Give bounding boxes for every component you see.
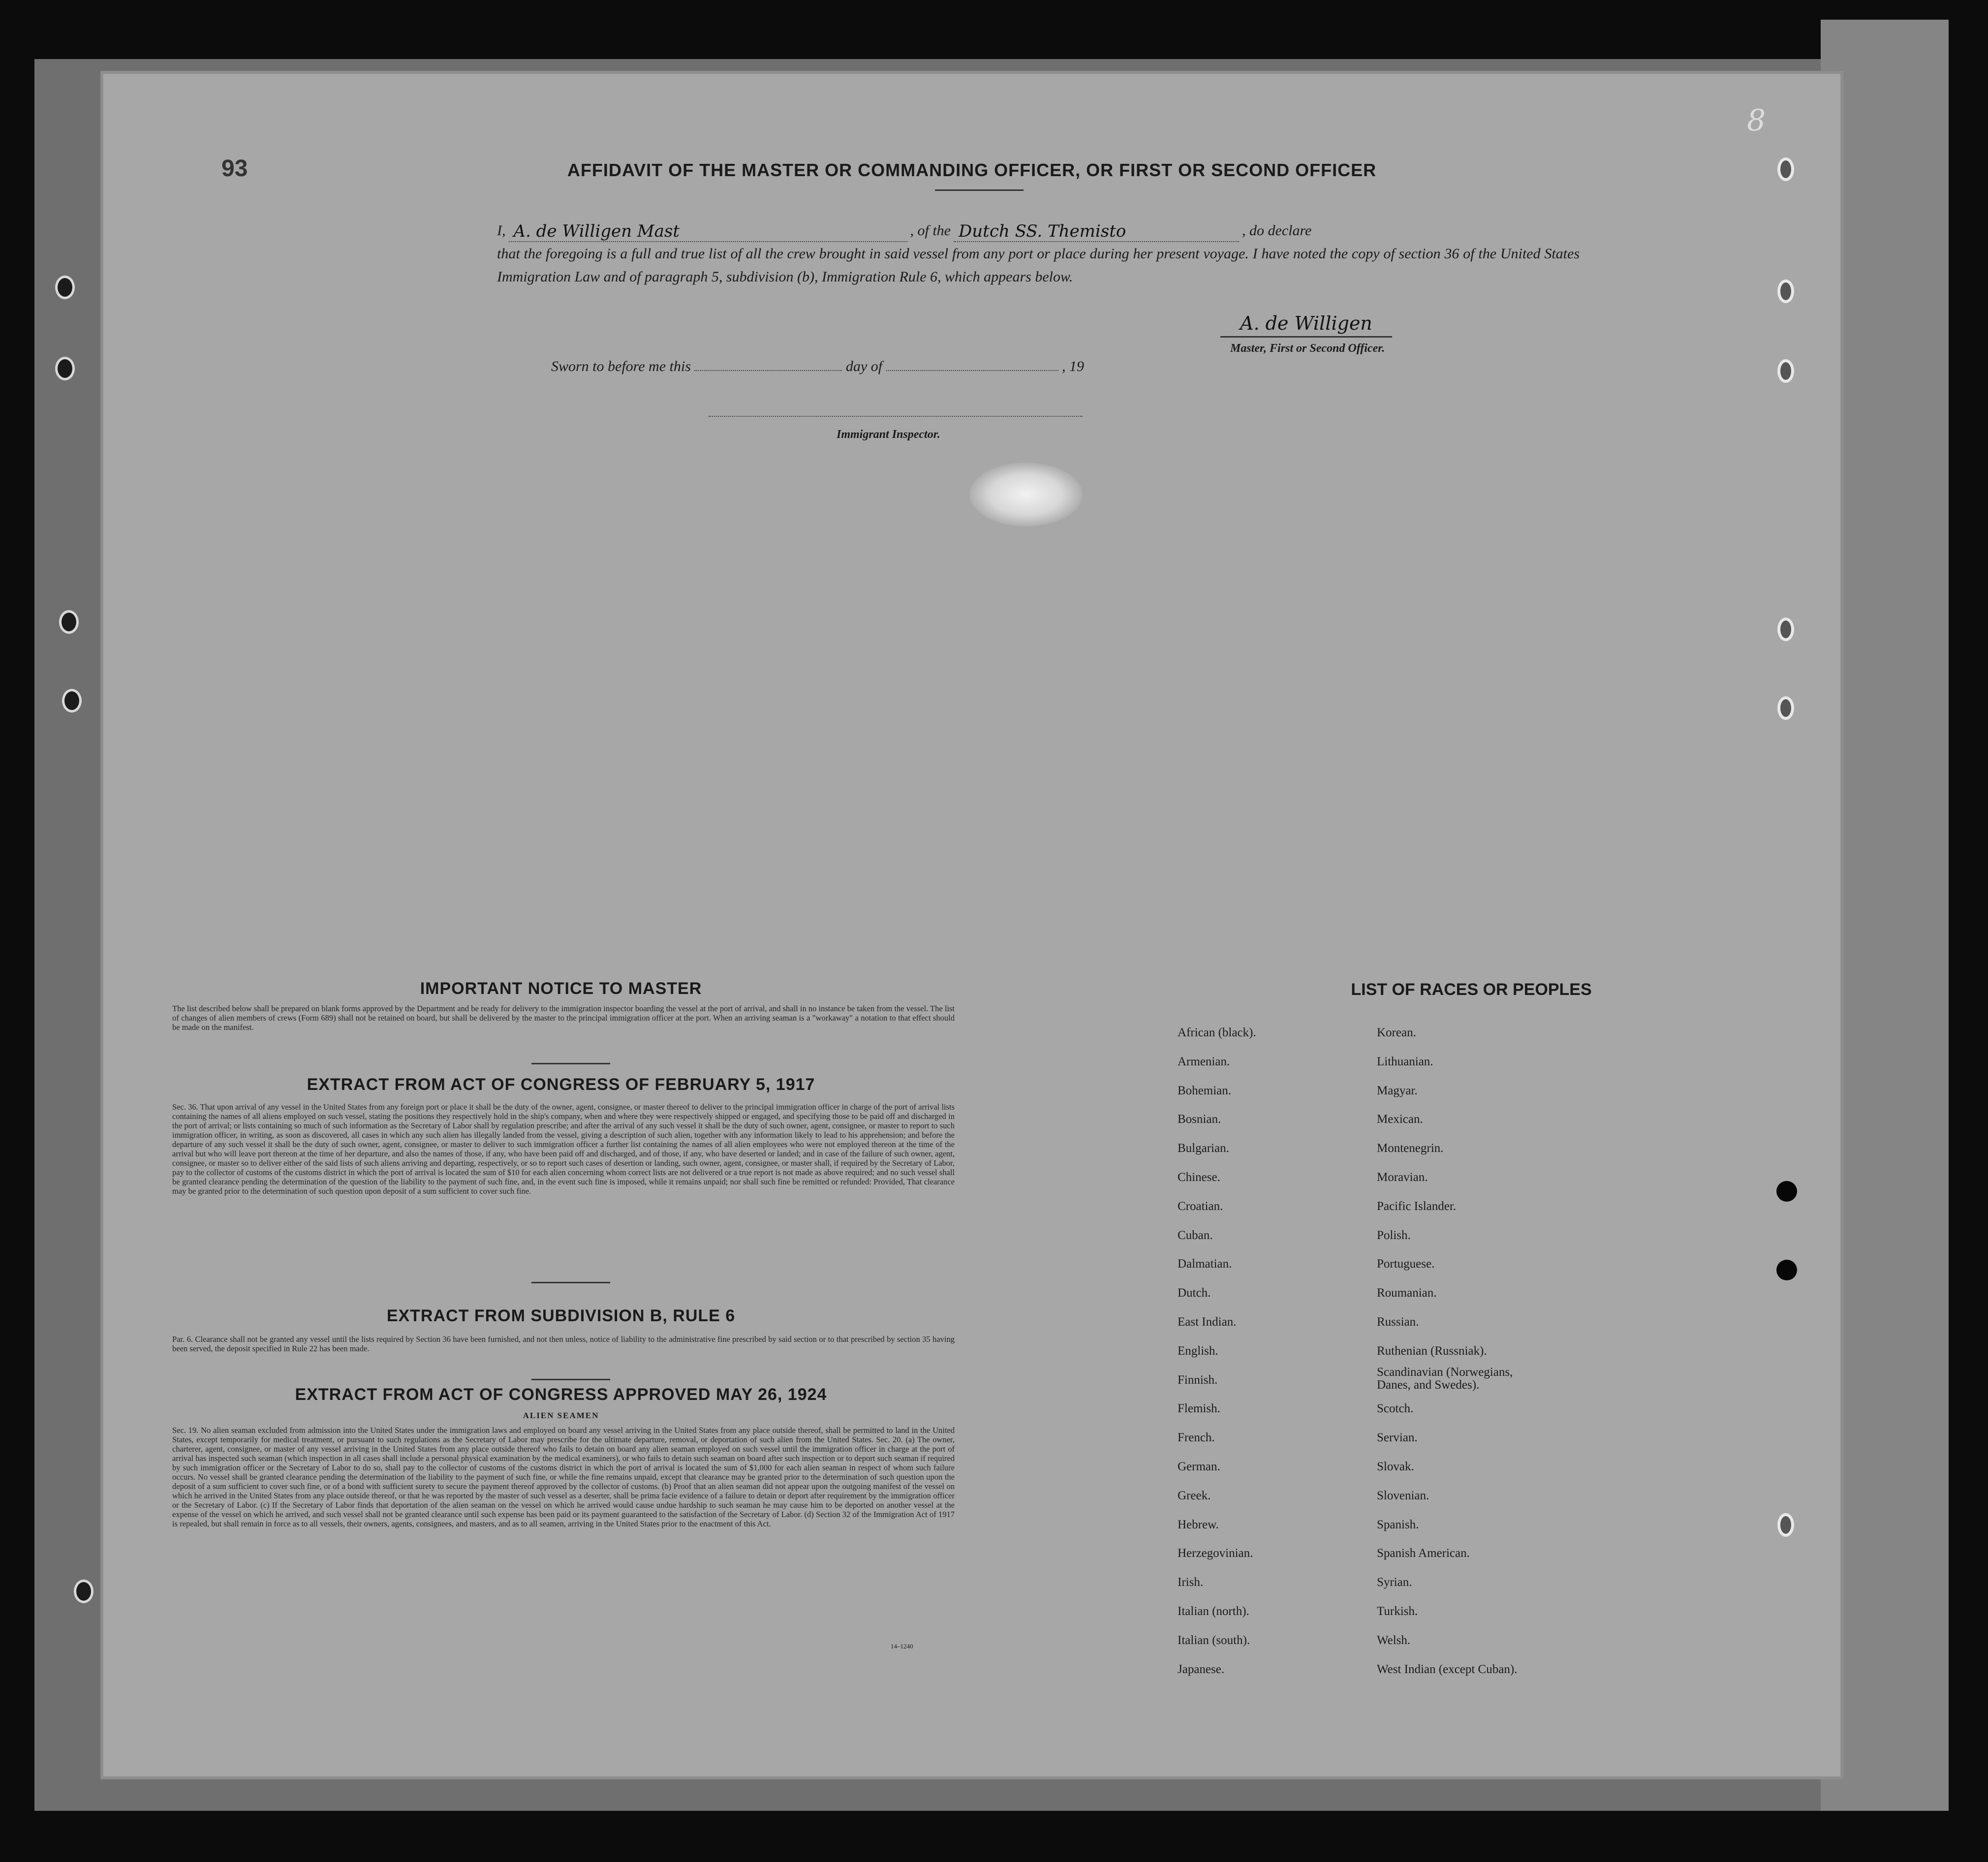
- punch-dot: [1776, 1181, 1797, 1202]
- master-name-field: A. de Willigen Mast: [509, 221, 907, 242]
- corner-mark: 8: [1747, 103, 1766, 138]
- race-item: Bulgarian.: [1178, 1142, 1229, 1155]
- races-title: LIST OF RACES OR PEOPLES: [1351, 980, 1592, 999]
- extract-1924-subtitle: ALIEN SEAMEN: [523, 1411, 599, 1420]
- race-item: Bohemian.: [1178, 1084, 1232, 1097]
- affidavit-body: that the foregoing is a full and true list of all the crew brought in said vessel from any port or place during her present voyage. I have noted the copy of section 36 of the United States Immigration Law and of paragraph 5, subdivision (b), Immigration Rule 6, which appears below.: [497, 246, 1580, 285]
- race-item: Welsh.: [1377, 1633, 1411, 1647]
- binder-hole: [1777, 359, 1794, 383]
- day-of-label: day of: [845, 358, 883, 374]
- extract-rule6-text: Par. 6. Clearance shall not be granted any vessel until the lists required by Section 36 have been furnished, and not then unless, notice of liability to the administrative fine prescribed by said section or to that prescribed by section 35 having been served, the deposit specified in Rule 22 has been made.: [172, 1334, 955, 1353]
- race-item: Cuban.: [1178, 1228, 1213, 1242]
- i-label: I,: [497, 222, 506, 239]
- binder-hole: [55, 276, 75, 299]
- inspector-label: Immigrant Inspector.: [837, 428, 940, 441]
- race-item: Slovenian.: [1377, 1489, 1429, 1502]
- of-the-label: , of the: [910, 222, 951, 239]
- inspector-signature-line: [709, 416, 1083, 417]
- race-item: Scandinavian (Norwegians, Danes, and Swedes).: [1377, 1365, 1513, 1392]
- binder-hole: [1777, 279, 1794, 303]
- race-item: Japanese.: [1178, 1662, 1225, 1676]
- binder-hole: [59, 610, 79, 634]
- race-item: Chinese.: [1178, 1170, 1220, 1184]
- race-item: Spanish.: [1377, 1518, 1419, 1531]
- binder-hole: [1777, 696, 1794, 720]
- extract-rule6-title: EXTRACT FROM SUBDIVISION B, RULE 6: [386, 1306, 736, 1325]
- extract-1917-title: EXTRACT FROM ACT OF CONGRESS OF FEBRUARY 5, 1917: [307, 1075, 815, 1094]
- race-item: English.: [1178, 1344, 1218, 1358]
- paper-damage-spot: [969, 463, 1083, 527]
- vessel-name-field: Dutch SS. Themisto: [954, 221, 1239, 242]
- race-item: Flemish.: [1178, 1402, 1220, 1416]
- do-declare-label: , do declare: [1242, 222, 1312, 239]
- races-right-column: [1377, 1019, 1672, 1684]
- year-prefix: , 19: [1062, 358, 1085, 374]
- binder-hole: [1777, 1513, 1794, 1537]
- sworn-day-field: [694, 370, 842, 371]
- master-signature: A. de Willigen: [1220, 312, 1392, 338]
- page-number: 93: [221, 155, 248, 182]
- race-item: Hebrew.: [1178, 1518, 1219, 1531]
- notice-title: IMPORTANT NOTICE TO MASTER: [420, 979, 702, 998]
- race-item: Irish.: [1178, 1576, 1204, 1589]
- race-item: Slovak.: [1377, 1459, 1414, 1473]
- binder-hole: [1777, 157, 1794, 181]
- races-left-column: [1178, 1019, 1365, 1684]
- sworn-prefix: Sworn to before me this: [551, 358, 691, 374]
- sworn-month-field: [886, 370, 1058, 371]
- race-item: Bosnian.: [1178, 1113, 1221, 1126]
- race-item: Croatian.: [1178, 1199, 1223, 1213]
- affidavit-text: [497, 219, 1580, 288]
- race-item: Syrian.: [1377, 1576, 1412, 1589]
- race-item: Scotch.: [1377, 1402, 1414, 1416]
- race-item: Spanish American.: [1377, 1547, 1470, 1560]
- race-item: Ruthenian (Russniak).: [1377, 1344, 1487, 1358]
- extract-rule6-rule: [531, 1379, 610, 1380]
- extract-1917-text: Sec. 36. That upon arrival of any vessel in the United States from any foreign port or place it shall be the duty of the owner, agent, consignee, or master thereof to deliver to the principal immigration officer in charge of the port of arrival lists containing the names of all aliens employed on such vessel, stating the positions they respectively hold in the ship's company, when and where they were respectively shipped or engaged, and specifying those to be paid off and discharged in the port of arrival; or lists containing so much of such information as the Secretary of Labor shall by regulation prescribe; and after the arrival of any such vessel it shall be the duty of such owner, agent, consignee, or master to report to such immigration officer, in writing, as soon as discovered, all cases in which any such alien has illegally landed from the vessel, giving a description of such alien, together with any information likely to lead to his apprehension; and before the departure of any such vessel it shall be the duty of such owner, agent, consignee, or master to deliver to such immigration officer a further list containing the names of all alien employees who were not employed thereon at the time of the arrival but who will leave port thereon at the time of her departure, and also the names of those, if any, who have been paid off and discharged, and of those, if any, who have deserted or landed; and in case of the failure of such owner, agent, consignee, or master so to deliver either of the said lists of such aliens arriving and departing, respectively, or so to report such cases of desertion or landing, such owner, agent, consignee, or master shall, if required by the Secretary of Labor, pay to the collector of customs of the customs district in which the port of arrival is located the sum of $10 for each alien concerning whom correct lists are not delivered or a true report is not made as above required; and no such vessel shall be granted clearance pending the determination of the question of the liability to the payment of such fine, and, in the event such fine is imposed, while it remains unpaid; nor shall such fine be remitted or refunded: Provided, That clearance may be granted prior to the determination of such question upon deposit of a sum sufficient to cover such fine.: [172, 1102, 955, 1196]
- race-item: Portuguese.: [1377, 1257, 1435, 1271]
- notice-rule: [531, 1063, 610, 1064]
- race-item: West Indian (except Cuban).: [1377, 1662, 1518, 1676]
- race-item: Italian (south).: [1178, 1633, 1250, 1647]
- race-item: Roumanian.: [1377, 1286, 1437, 1300]
- race-item: Turkish.: [1377, 1604, 1418, 1618]
- race-item: Greek.: [1178, 1489, 1211, 1502]
- race-item: Lithuanian.: [1377, 1055, 1433, 1068]
- signature-label: Master, First or Second Officer.: [1230, 342, 1385, 355]
- punch-dot: [1776, 1260, 1797, 1280]
- binder-hole: [55, 357, 75, 380]
- race-item: German.: [1178, 1459, 1220, 1473]
- race-item: Herzegovinian.: [1178, 1547, 1253, 1560]
- extract-1917-rule: [531, 1282, 610, 1283]
- form-number: 14–1240: [891, 1643, 913, 1650]
- race-item: Servian.: [1377, 1431, 1418, 1445]
- race-item: East Indian.: [1178, 1315, 1237, 1329]
- binder-hole: [62, 689, 82, 713]
- race-item: Korean.: [1377, 1026, 1416, 1039]
- race-item: African (black).: [1178, 1026, 1256, 1039]
- sworn-line: [551, 358, 1084, 375]
- binder-hole: [74, 1580, 93, 1603]
- notice-text: The list described below shall be prepared on blank forms approved by the Department and be ready for delivery to the immigration inspector boarding the vessel at the port of arrival, and shall in no instance be taken from the vessel. The list of changes of alien members of crews (Form 689) shall not be retained on board, but shall be delivered by the master to the principal immigration officer at the port. When an arriving seaman is a "workaway" a notation to that effect should be made on the manifest.: [172, 1004, 955, 1032]
- race-item: Montenegrin.: [1377, 1142, 1444, 1155]
- binder-hole: [1777, 618, 1794, 641]
- race-item: Polish.: [1377, 1228, 1411, 1242]
- race-item: Italian (north).: [1178, 1604, 1249, 1618]
- race-item: Moravian.: [1377, 1170, 1428, 1184]
- race-item: French.: [1178, 1431, 1215, 1445]
- race-item: Dutch.: [1178, 1286, 1211, 1300]
- race-item: Armenian.: [1178, 1055, 1230, 1068]
- document-page: [103, 74, 1840, 1776]
- race-item: Pacific Islander.: [1377, 1199, 1457, 1213]
- extract-1924-text: Sec. 19. No alien seaman excluded from admission into the United States under the immigration laws and employed on board any vessel arriving in the United States from any place outside thereof, shall be permitted to land in the United States, except temporarily for medical treatment, or pursuant to such regulations as the Secretary of Labor may prescribe for the ultimate departure, removal, or deportation of such alien from the United States. Sec. 20. (a) The owner, charterer, agent, consignee, or master of any vessel arriving in the United States from any place outside thereof who fails to detain on board any alien seaman employed on such vessel until the immigration officer in charge at the port of arrival has inspected such seaman (which inspection in all cases shall include a personal physical examination by the medical examiners), or who fails to detain such seaman on board after such inspection or to deport such seaman if required by such immigration officer or the Secretary of Labor to do so, shall pay to the collector of customs of the customs district in which the port of arrival is located the sum of $1,000 for each alien seaman in respect of whom such failure occurs. No vessel shall be granted clearance pending the determination of the liability to the payment of such fine, or while the fine remains unpaid, except that clearance may be granted prior to the determination of such question upon the deposit of a sum sufficient to cover such fine, or of a bond with sufficient surety to secure the payment thereof approved by the collector of customs. (b) Proof that an alien seaman did not appear upon the outgoing manifest of the vessel on which he arrived in the United States from any place outside thereof, or that he was reported by the master of such vessel as a deserter, shall be prima facie evidence of a failure to detain or deport after requirement by the immigration officer or the Secretary of Labor. (c) If the Secretary of Labor finds that deportation of the alien seaman on the vessel on which he arrived would cause undue hardship to such seaman he may cause him to be deported on another vessel at the expense of the vessel on which he arrived, and such vessel shall not be granted clearance until such expense has been paid or its payment guaranteed to the satisfaction of the Secretary of Labor. (d) Section 32 of the Immigration Act of 1917 is repealed, but shall remain in force as to all vessels, their owners, agents, consignees, and masters, and as to all seamen, arriving in the United States prior to the enactment of this Act.: [172, 1426, 955, 1528]
- extract-1924-title: EXTRACT FROM ACT OF CONGRESS APPROVED MAY 26, 1924: [295, 1385, 827, 1404]
- race-item: Mexican.: [1377, 1113, 1423, 1126]
- race-item: Dalmatian.: [1178, 1257, 1232, 1271]
- race-item: Russian.: [1377, 1315, 1419, 1329]
- race-item: Finnish.: [1178, 1373, 1218, 1387]
- race-item: Magyar.: [1377, 1084, 1418, 1097]
- affidavit-title: AFFIDAVIT OF THE MASTER OR COMMANDING OFFICER, OR FIRST OR SECOND OFFICER: [567, 160, 1377, 180]
- title-rule: [935, 189, 1024, 191]
